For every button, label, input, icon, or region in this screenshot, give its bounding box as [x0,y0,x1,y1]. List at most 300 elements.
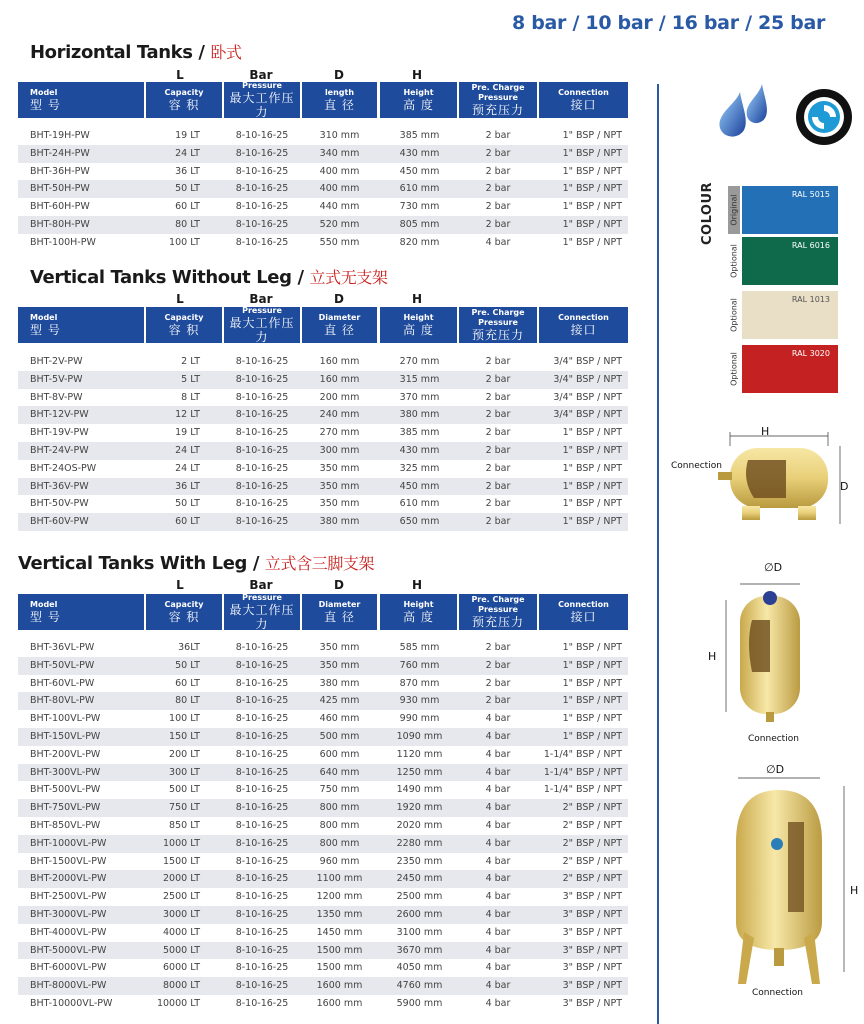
table-cell: 3" BSP / NPT [562,891,622,903]
leg-tank-diagram [722,772,860,992]
table-cell: 80 LT [175,218,200,230]
table-cell: 350 mm [319,659,360,671]
table-cell: 2" BSP / NPT [562,855,622,867]
table-cell: 3" BSP / NPT [562,962,622,974]
column-header-cn: 最大工作压力 [229,316,295,344]
table-cell: BHT-80H-PW [30,218,90,230]
column-header-en: length [324,88,355,97]
table-cell: 8-10-16-25 [235,997,289,1009]
letter-height: H [411,68,423,82]
section-title-en: Horizontal Tanks / [30,42,205,63]
table-cell: 8-10-16-25 [235,730,289,742]
table-cell: 60 LT [175,516,200,528]
table-cell: 4 bar [485,926,511,938]
table-cell: 300 mm [319,444,360,456]
column-header-cn: 最大工作压力 [229,603,295,631]
table-cell: 4 bar [485,891,511,903]
table-cell: 8-10-16-25 [235,695,289,707]
table-cell: 1100 mm [316,873,363,885]
column-header [459,82,537,118]
table-cell: 960 mm [319,855,360,867]
table-row [18,746,628,764]
table-cell: 340 mm [319,147,360,159]
table-cell: 19 LT [175,130,200,141]
column-header-cn: 最大工作压力 [229,91,295,119]
column-header [224,307,300,343]
table-cell: 5000 LT [163,944,200,956]
column-header-cn: 高 度 [403,610,434,624]
table-cell: 8-10-16-25 [235,855,289,867]
connection-label: Connection [671,461,722,471]
vertical-tank-diagram [706,572,816,732]
table-cell: 1090 mm [396,730,443,742]
table-cell: 4 bar [485,730,511,742]
table-cell: 3" BSP / NPT [562,980,622,992]
table-cell: BHT-24V-PW [30,444,89,456]
letter-length: D [334,68,344,82]
table-cell: 1000 LT [163,837,200,849]
table-cell: 870 mm [399,677,440,689]
table-header [18,82,628,118]
table-cell: 4 bar [485,997,511,1009]
column-header [18,594,144,630]
table-cell: 8-10-16-25 [235,201,289,213]
column-header-cn: 容 积 [168,98,200,112]
table-cell: 4 bar [485,766,511,778]
table-cell: BHT-850VL-PW [30,819,101,831]
table-cell: 4 bar [485,713,511,725]
column-header-cn: 型 号 [30,610,61,624]
table-cell: 1200 mm [316,891,363,903]
table-cell: 8-10-16-25 [235,944,289,956]
table-cell: 800 mm [319,837,360,849]
table-cell: 2 bar [485,147,511,159]
table-cell: 8-10-16-25 [235,373,289,385]
swatch-ral-6016: RAL 6016 [742,237,838,285]
table-cell: 4 bar [485,855,511,867]
table-row [18,639,628,657]
table-row [18,198,628,216]
table-cell: 2000 LT [163,873,200,885]
column-header-cn: 预充压力 [471,615,524,629]
table-cell: 930 mm [399,695,440,707]
table-cell: 385 mm [399,427,440,439]
table-cell: 1350 mm [316,908,363,920]
table-cell: BHT-150VL-PW [30,730,101,742]
letter-diameter: D [334,578,344,592]
table-cell: 24 LT [175,444,200,456]
column-header-cn: 直 径 [324,323,355,337]
column-header-cn: 高 度 [403,323,434,337]
table-cell: 1" BSP / NPT [562,677,622,689]
table-row [18,888,628,906]
table-cell: 1500 LT [163,855,200,867]
column-header-en: Connection [558,313,609,322]
table-row [18,371,628,389]
table-cell: BHT-80VL-PW [30,695,95,707]
table-cell: 8-10-16-25 [235,391,289,403]
table-cell: 4 bar [485,802,511,814]
table-cell: 36 LT [175,165,200,177]
table-cell: 1-1/4" BSP / NPT [543,784,622,796]
letter-height: H [411,578,423,592]
letter-height: H [411,292,423,306]
table-cell: 2280 mm [396,837,443,849]
table-cell: BHT-3000VL-PW [30,908,107,920]
column-header-cn: 预充压力 [471,103,524,117]
table-cell: 2350 mm [396,855,443,867]
table-row [18,145,628,163]
section-title-vertical-no-leg [30,265,388,288]
table-cell: 2 bar [485,183,511,195]
dimension-d: D [840,480,849,493]
table-cell: 2 bar [485,201,511,213]
table-row [18,764,628,782]
table-cell: 2500 LT [163,891,200,903]
letter-pressure: Bar [249,68,273,82]
water-drops-icon [712,82,780,142]
table-cell: 1920 mm [396,802,443,814]
table-cell: 2 bar [485,516,511,528]
table-cell: 2 bar [485,642,511,653]
table-cell: 2 bar [485,130,511,141]
table-cell: 1" BSP / NPT [562,659,622,671]
table-cell: 1500 mm [316,944,363,956]
table-cell: 3/4" BSP / NPT [553,391,622,403]
table-header [18,594,628,630]
table-cell: 425 mm [319,695,360,707]
table-cell: BHT-300VL-PW [30,766,101,778]
table-cell: 1250 mm [396,766,443,778]
table-cell: 2" BSP / NPT [562,819,622,831]
table-row [18,853,628,871]
table-cell: 8-10-16-25 [235,659,289,671]
table-cell: 1" BSP / NPT [562,130,622,141]
table-row [18,817,628,835]
table-cell: 1" BSP / NPT [562,462,622,474]
table-cell: 8-10-16-25 [235,236,289,248]
colour-title: COLOUR [700,181,715,245]
table-cell: BHT-8000VL-PW [30,980,107,992]
column-header-en: Pressure [242,81,282,90]
column-header [459,594,537,630]
table-cell: BHT-24OS-PW [30,462,97,474]
table-cell: BHT-36V-PW [30,480,89,492]
table-cell: 1" BSP / NPT [562,427,622,439]
table-cell: 4 bar [485,944,511,956]
column-header-en: Capacity [164,88,204,97]
table-cell: 2500 mm [396,891,443,903]
column-header-cn: 容 积 [168,323,200,337]
table-cell: 8-10-16-25 [235,784,289,796]
column-header-cn: 预充压力 [471,328,524,342]
table-cell: 350 mm [319,462,360,474]
dimension-h: H [850,884,859,897]
table-cell: 380 mm [319,516,360,528]
table-cell: 1-1/4" BSP / NPT [543,748,622,760]
table-cell: 50 LT [175,183,200,195]
table-cell: 2 bar [485,165,511,177]
table-row [18,942,628,960]
table-row [18,406,628,424]
table-cell: 610 mm [399,498,440,510]
table-cell: BHT-1000VL-PW [30,837,107,849]
table-cell: 2 bar [485,659,511,671]
table-cell: 2 bar [485,427,511,439]
letter-capacity: L [176,68,184,82]
table-cell: 270 mm [399,356,440,367]
table-cell: 4 bar [485,837,511,849]
table-cell: 8-10-16-25 [235,802,289,814]
table-cell: 8-10-16-25 [235,356,289,367]
table-header [18,307,628,343]
table-cell: BHT-60V-PW [30,516,89,528]
table-cell: 200 LT [169,748,200,760]
table-row [18,163,628,181]
table-cell: 8-10-16-25 [235,873,289,885]
column-header-en: Model [30,600,58,609]
table-cell: 2 bar [485,695,511,707]
column-header-cn: 接口 [570,323,597,337]
table-cell: 430 mm [399,444,440,456]
dimension-d: ∅D [766,763,785,776]
table-cell: 8-10-16-25 [235,962,289,974]
table-cell: 750 mm [319,784,360,796]
table-cell: BHT-10000VL-PW [30,997,113,1009]
table-cell: 600 mm [319,748,360,760]
table-cell: 4 bar [485,819,511,831]
table-cell: BHT-60VL-PW [30,677,95,689]
column-header [302,82,377,118]
column-header-cn: 接口 [570,98,597,112]
table-row [18,513,628,531]
table-cell: BHT-1500VL-PW [30,855,107,867]
column-header-en: Diameter [318,313,361,322]
table-cell: BHT-50VL-PW [30,659,95,671]
section-title-cn: 立式无支架 [309,268,388,287]
table-cell: 3100 mm [396,926,443,938]
table-cell: 24 LT [175,462,200,474]
table-cell: 4 bar [485,748,511,760]
table-cell: 4 bar [485,236,511,248]
table-cell: 430 mm [399,147,440,159]
table-row [18,389,628,407]
table-cell: 1" BSP / NPT [562,201,622,213]
table-cell: BHT-2500VL-PW [30,891,107,903]
table-cell: 650 mm [399,516,440,528]
dimension-d: ∅D [764,561,783,574]
table-cell: 60 LT [175,201,200,213]
column-header [380,82,457,118]
table-cell: 1" BSP / NPT [562,444,622,456]
table-cell: 4760 mm [396,980,443,992]
column-header-en: Pre. Charge Pressure [471,595,525,614]
table-cell: BHT-6000VL-PW [30,962,107,974]
connection-label: Connection [752,988,803,998]
column-header-cn: 容 积 [168,610,200,624]
table-cell: BHT-4000VL-PW [30,926,107,938]
table-cell: 1500 mm [316,962,363,974]
table-row [18,959,628,977]
table-cell: 440 mm [319,201,360,213]
column-header-en: Pre. Charge Pressure [471,308,525,327]
table-cell: 730 mm [399,201,440,213]
table-row [18,495,628,513]
table-cell: 1" BSP / NPT [562,516,622,528]
dimension-h: H [761,425,770,438]
connection-label: Connection [748,734,799,744]
table-cell: BHT-19V-PW [30,427,89,439]
table-cell: BHT-200VL-PW [30,748,101,760]
table-row [18,781,628,799]
table-cell: 8-10-16-25 [235,980,289,992]
table-body [18,353,628,531]
column-header [459,307,537,343]
table-cell: BHT-8V-PW [30,391,83,403]
column-letters [18,292,628,306]
table-cell: 8-10-16-25 [235,908,289,920]
section-title-cn: 卧式 [210,43,242,62]
column-header-cn: 直 径 [324,610,355,624]
table-cell: 2" BSP / NPT [562,873,622,885]
table-cell: BHT-5000VL-PW [30,944,107,956]
table-cell: BHT-2000VL-PW [30,873,107,885]
table-cell: 380 mm [399,409,440,421]
table-cell: 640 mm [319,766,360,778]
table-cell: 8-10-16-25 [235,444,289,456]
table-cell: 1" BSP / NPT [562,183,622,195]
table-cell: 8-10-16-25 [235,498,289,510]
table-cell: 8-10-16-25 [235,766,289,778]
table-cell: BHT-500VL-PW [30,784,101,796]
table-cell: BHT-19H-PW [30,130,90,141]
table-row [18,924,628,942]
column-header-en: Pre. Charge Pressure [471,83,525,102]
table-cell: 36 LT [175,480,200,492]
column-header [302,307,377,343]
column-header-en: Capacity [164,600,204,609]
table-cell: 3/4" BSP / NPT [553,409,622,421]
table-cell: 100 LT [169,236,200,248]
pressure-ratings: 8 bar / 10 bar / 16 bar / 25 bar [512,12,826,34]
table-cell: 100 LT [169,713,200,725]
table-cell: 4 bar [485,784,511,796]
table-cell: 2 bar [485,444,511,456]
table-cell: BHT-60H-PW [30,201,90,213]
table-cell: 8-10-16-25 [235,427,289,439]
table-cell: 585 mm [399,642,440,653]
column-header-cn: 高 度 [403,98,434,112]
table-cell: 270 mm [319,427,360,439]
table-cell: 5 LT [181,373,200,385]
table-cell: 1" BSP / NPT [562,642,622,653]
table-cell: 3" BSP / NPT [562,926,622,938]
column-header-en: Connection [558,600,609,609]
column-header [224,82,300,118]
table-cell: 2 bar [485,677,511,689]
table-cell: 1" BSP / NPT [562,236,622,248]
table-cell: 800 mm [319,802,360,814]
table-cell: BHT-5V-PW [30,373,83,385]
column-header-en: Height [403,313,434,322]
column-header [146,82,222,118]
section-title-horizontal [30,40,242,63]
table-cell: 2600 mm [396,908,443,920]
table-cell: 310 mm [319,130,360,141]
table-cell: 4 bar [485,873,511,885]
table-cell: 4 bar [485,980,511,992]
table-cell: 4 bar [485,908,511,920]
swatch-tag: Optional [729,244,739,278]
table-cell: 8-10-16-25 [235,462,289,474]
table-cell: 350 mm [319,498,360,510]
table-cell: 8-10-16-25 [235,642,289,653]
letter-capacity: L [176,578,184,592]
table-cell: 8-10-16-25 [235,926,289,938]
table-row [18,424,628,442]
table-cell: 2 bar [485,373,511,385]
table-cell: 1" BSP / NPT [562,713,622,725]
table-cell: BHT-750VL-PW [30,802,101,814]
table-row [18,728,628,746]
table-cell: 1" BSP / NPT [562,218,622,230]
table-body [18,639,628,1013]
table-row [18,460,628,478]
table-cell: BHT-100VL-PW [30,713,101,725]
table-cell: 385 mm [399,130,440,141]
table-cell: 3" BSP / NPT [562,944,622,956]
table-cell: 2 bar [485,498,511,510]
table-cell: 760 mm [399,659,440,671]
table-row [18,216,628,234]
column-header [18,307,144,343]
table-cell: 2 LT [181,356,200,367]
column-header [224,594,300,630]
column-header-en: Diameter [318,600,361,609]
table-cell: 520 mm [319,218,360,230]
table-cell: 160 mm [319,356,360,367]
table-row [18,799,628,817]
table-cell: 1-1/4" BSP / NPT [543,766,622,778]
table-cell: 1" BSP / NPT [562,147,622,159]
table-cell: 4050 mm [396,962,443,974]
swatch-tag: Optional [729,298,739,332]
swatch-tag: Optional [729,352,739,386]
letter-pressure: Bar [249,292,273,306]
table-cell: 350 mm [319,480,360,492]
table-cell: 8 LT [181,391,200,403]
letter-capacity: L [176,292,184,306]
column-header [380,594,457,630]
table-cell: 1" BSP / NPT [562,498,622,510]
column-header-cn: 直 径 [324,98,355,112]
table-cell: 8-10-16-25 [235,218,289,230]
table-row [18,906,628,924]
table-cell: 8-10-16-25 [235,516,289,528]
table-cell: 80 LT [175,695,200,707]
table-cell: 1600 mm [316,997,363,1009]
table-cell: 750 LT [169,802,200,814]
column-header [539,594,628,630]
table-cell: 610 mm [399,183,440,195]
table-row [18,692,628,710]
table-row [18,675,628,693]
table-cell: 2" BSP / NPT [562,837,622,849]
table-cell: 8-10-16-25 [235,130,289,141]
table-row [18,710,628,728]
table-cell: 315 mm [399,373,440,385]
column-header [539,82,628,118]
